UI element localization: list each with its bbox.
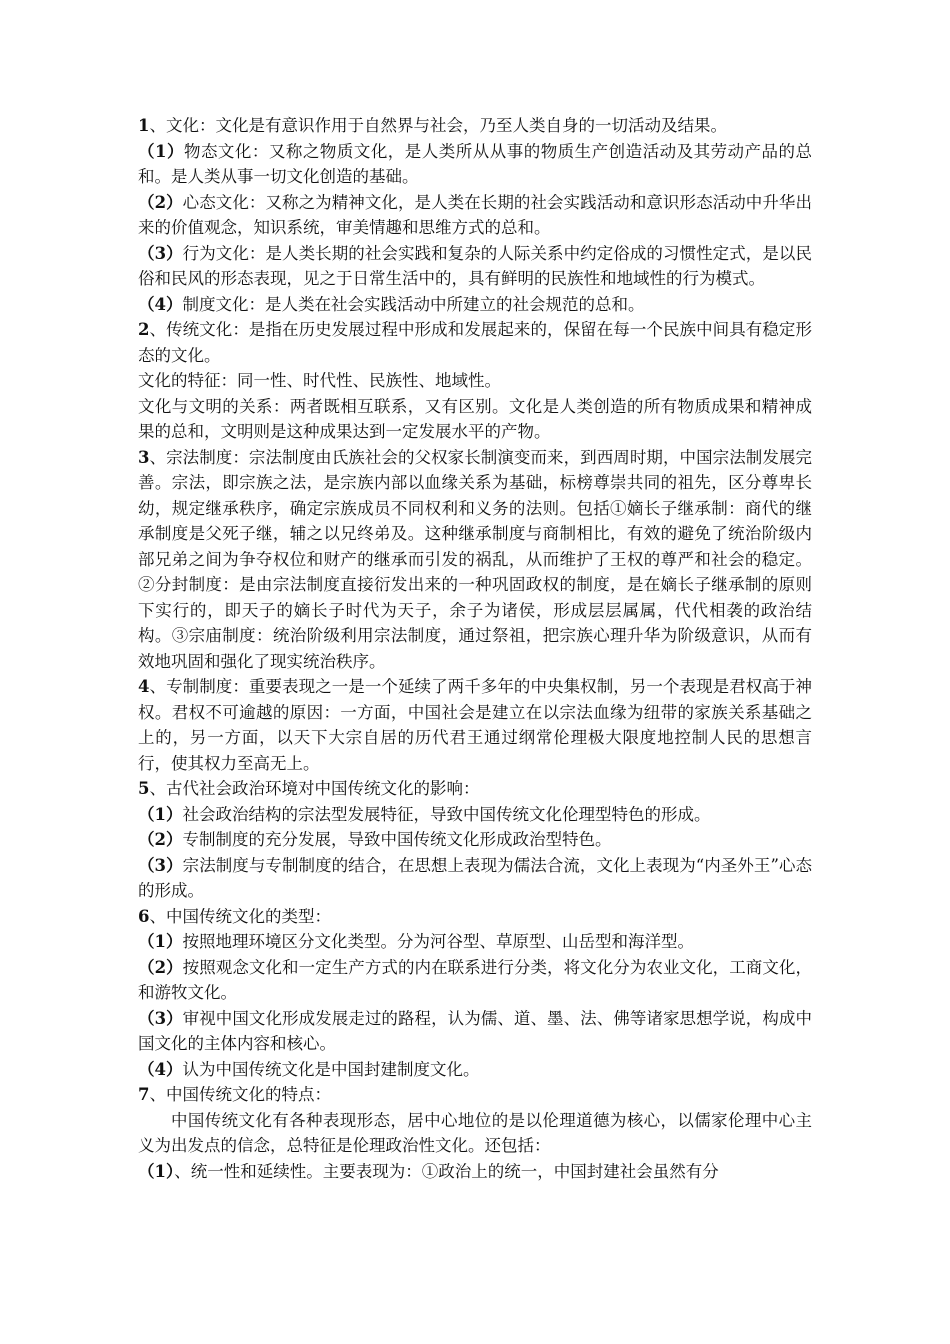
paragraph-text: 宗法制度与专制制度的结合，在思想上表现为儒法合流，文化上表现为“内圣外王”心态的形成。 [138, 855, 812, 900]
paragraph [138, 241, 812, 292]
paragraph-text: 、古代社会政治环境对中国传统文化的影响： [149, 779, 480, 798]
paragraph [138, 955, 812, 1006]
paragraph-number: 4 [138, 677, 150, 696]
paragraph-text: 中国传统文化有各种表现形态，居中心地位的是以伦理道德为核心，以儒家伦理中心主义为出发点的信念，总特征是伦理政治性文化。还包括： [138, 1110, 812, 1155]
paragraph-number: （3） [138, 243, 183, 263]
paragraph-number: 7 [138, 1085, 150, 1104]
paragraph-number: 6 [138, 906, 150, 926]
paragraph-number: （1） [138, 1161, 175, 1181]
paragraph [138, 368, 812, 394]
paragraph-number: （3） [138, 1008, 183, 1028]
paragraph-text: 、中国传统文化的特点： [149, 1085, 331, 1104]
paragraph-text: 物态文化：又称之物质文化，是人类所从从事的物质生产创造活动及其劳动产品的总和。是人类从事一切文化创造的基础。 [138, 141, 813, 186]
paragraph [138, 292, 812, 318]
paragraph-number: （1） [138, 141, 184, 161]
paragraph-text: 行为文化：是人类长期的社会实践和复杂的人际关系中约定俗成的习惯性定式，是以民俗和民风的形态表现，见之于日常生活中的，具有鲜明的民族性和地域性的行为模式。 [138, 243, 812, 288]
paragraph-number: 3 [138, 447, 150, 467]
paragraph-text: 心态文化：又称之为精神文化，是人类在长期的社会实践活动和意识形态活动中升华出来的价值观念，知识系统，审美情趣和思维方式的总和。 [138, 192, 812, 237]
paragraph [138, 317, 812, 368]
paragraph-number: （4） [138, 1059, 183, 1079]
paragraph-text: 、文化：文化是有意识作用于自然界与社会，乃至人类自身的一切活动及结果。 [149, 116, 727, 135]
paragraph-text: 、传统文化：是指在历史发展过程中形成和发展起来的，保留在每一个民族中间具有稳定形态的文化。 [138, 320, 812, 365]
paragraph-text: 文化与文明的关系：两者既相互联系，又有区别。文化是人类创造的所有物质成果和精神成果的总和，文明则是这种成果达到一定发展水平的产物。 [138, 396, 812, 441]
paragraph [138, 1108, 812, 1159]
paragraph-number: （4） [138, 294, 183, 314]
paragraph [138, 776, 812, 802]
paragraph-text: 按照地理环境区分文化类型。分为河谷型、草原型、山岳型和海洋型。 [182, 932, 694, 951]
paragraph-text: 文化的特征：同一性、时代性、民族性、地域性。 [138, 371, 501, 390]
paragraph [138, 394, 812, 445]
paragraph [138, 853, 812, 904]
paragraph-text: 、中国传统文化的类型： [149, 906, 331, 926]
paragraph-text: 审视中国文化形成发展走过的路程，认为儒、道、墨、法、佛等诸家思想学说，构成中国文化的主体内容和核心。 [138, 1008, 812, 1053]
paragraph [138, 139, 812, 190]
paragraph-number: （2） [138, 192, 183, 212]
paragraph [138, 1159, 812, 1185]
paragraph-number: 2 [138, 320, 150, 339]
paragraph-number: （1） [138, 932, 183, 951]
paragraph [138, 929, 812, 955]
paragraph-text: 社会政治结构的宗法型发展特征，导致中国传统文化伦理型特色的形成。 [182, 804, 711, 824]
paragraph [138, 827, 812, 853]
paragraph-text: 、宗法制度：宗法制度由氏族社会的父权家长制演变而来，到西周时期，中国宗法制发展完善。宗法，即宗族之法，是宗族内部以血缘关系为基础，标榜尊崇共同的祖先，区分尊卑长幼，规定继承秩序，确定宗族成员不同权利和义务的法则。包括①嫡长子继承制：商代的继承制度是父死子继，辅之以兄终弟及。这种继承制度与商制相比，有效的避免了统治阶级内部兄弟之间为争夺权位和财产的继承而引发的祸乱，从而维护了王权的尊严和社会的稳定。②分封制度：是由宗法制度直接衍发出来的一种巩固政权的制度，是在嫡长子继承制的原则下实行的，即天子的嫡长子时代为天子，余子为诸侯，形成层层属属，代代相袭的政治结构。③宗庙制度：统治阶级利用宗法制度，通过祭祖，把宗族心理升华为阶级意识，从而有效地巩固和强化了现实统治秩序。 [138, 447, 812, 671]
paragraph-text: 专制制度的充分发展，导致中国传统文化形成政治型特色。 [182, 830, 612, 849]
paragraph [138, 1082, 812, 1108]
paragraph [138, 802, 812, 828]
paragraph-number: （2） [138, 830, 183, 849]
paragraph [138, 1057, 812, 1083]
paragraph [138, 1006, 812, 1057]
paragraph-number: 5 [138, 779, 150, 798]
paragraph-number: （1） [138, 804, 183, 824]
paragraph-number: （3） [138, 855, 183, 875]
paragraph-text: 、专制制度：重要表现之一是一个延续了两千多年的中央集权制，另一个表现是君权高于神权。君权不可逾越的原因：一方面，中国社会是建立在以宗法血缘为纽带的家族关系基础之上的，另一方面，以天下大宗自居的历代君王通过纲常伦理极大限度地控制人民的思想言行，使其权力至高无上。 [138, 677, 812, 773]
paragraph-text: 制度文化：是人类在社会实践活动中所建立的社会规范的总和。 [182, 294, 645, 314]
paragraph-text: 按照观念文化和一定生产方式的内在联系进行分类，将文化分为农业文化，工商文化，和游牧文化。 [138, 957, 812, 1002]
paragraph [138, 904, 812, 930]
paragraph [138, 674, 812, 776]
paragraph-text: 认为中国传统文化是中国封建制度文化。 [182, 1059, 480, 1079]
paragraph [138, 445, 812, 675]
paragraph-text: 、统一性和延续性。主要表现为：①政治上的统一，中国封建社会虽然有分 [174, 1161, 719, 1181]
document-body [138, 113, 812, 1184]
paragraph-number: （2） [138, 957, 183, 977]
paragraph [138, 113, 812, 139]
paragraph-number: 1 [138, 116, 150, 135]
paragraph [138, 190, 812, 241]
